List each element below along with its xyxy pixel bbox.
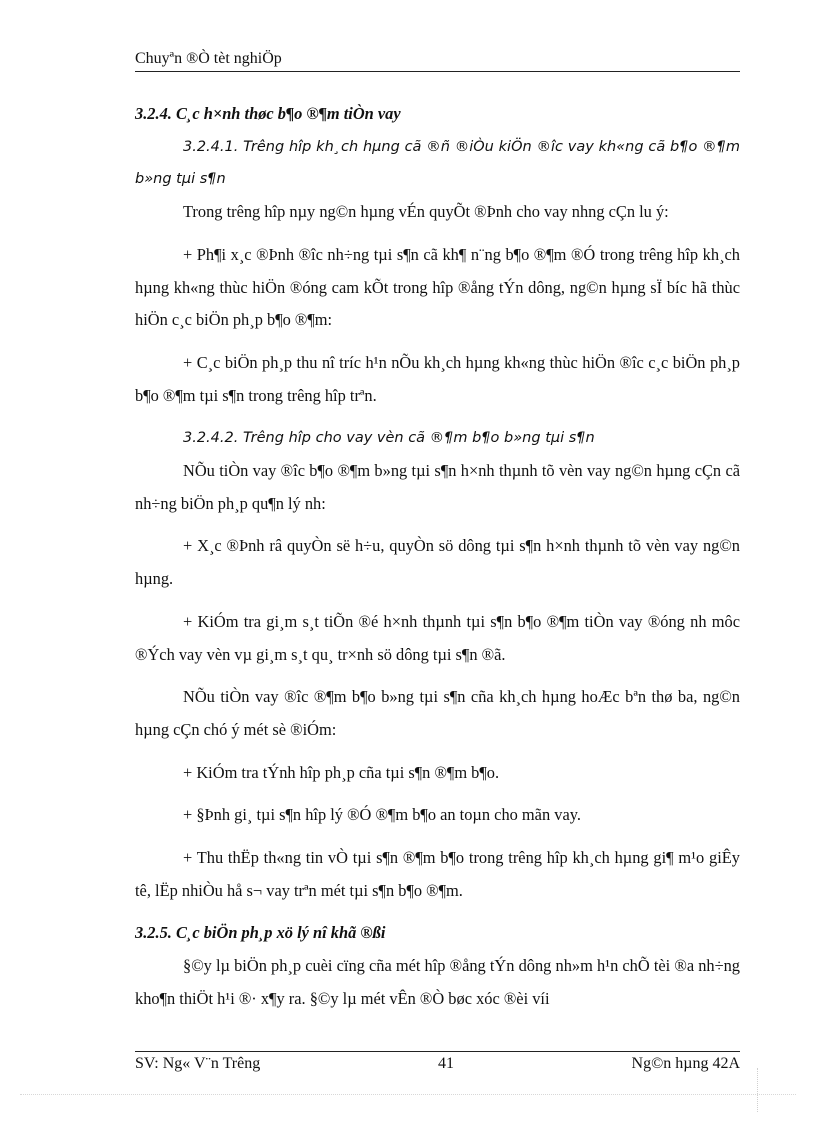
paragraph: + KiÓm tra gi¸m s¸t tiÕn ®é h×nh thµnh tµi s¶n b¶o ®¶m tiÒn vay ®óng nh môc ®Ých vay vèn vµ gi¸m s¸t qu¸ tr×nh sö dông tµi s¶n ®ã.: [135, 611, 740, 664]
paragraph: §©y lµ biÖn ph¸p cuèi cïng cña mét hîp ®ång tÝn dông nh»m h¹n chÕ tèi ®a nh÷ng kho¶n thiÖt h¹i ®· x¶y ra. §©y lµ mét vÊn ®Ò bøc xóc ®èi víi: [135, 956, 740, 1008]
page-bottom-border: [20, 1094, 796, 1095]
page-number: 41: [438, 1055, 454, 1072]
footer-student-name: SV: Ng« V¨n Trêng: [135, 1055, 261, 1072]
paragraph: Trong trêng hîp nµy ng©n hµng vÉn quyÕt ®Þnh cho vay nhng cÇn lu ý:: [183, 202, 669, 222]
subsection-heading: 3.2.4.1. Trêng hîp kh¸ch hµng cã ®ñ ®iÒu kiÖn ®îc vay kh«ng cã b¶o ®¶m b»ng tµi s¶n: [135, 138, 740, 188]
paragraph: NÕu tiÒn vay ®îc ®¶m b¶o b»ng tµi s¶n cña kh¸ch hµng hoÆc bªn thø ba, ng©n hµng cÇn chó ý mét sè ®iÓm:: [135, 687, 740, 739]
paragraph: + Thu thËp th«ng tin vÒ tµi s¶n ®¶m b¶o trong trêng hîp kh¸ch hµng gi¶ m¹o giÊy tê, lËp nhiÒu hå s¬ vay trªn mét tµi s¶n b¶o ®¶m.: [135, 848, 740, 900]
subsection-heading: 3.2.4.2. Trêng hîp cho vay vèn cã ®¶m b¶o b»ng tµi s¶n: [183, 430, 595, 447]
paragraph: NÕu tiÒn vay ®îc b¶o ®¶m b»ng tµi s¶n h×nh thµnh tõ vèn vay ng©n hµng cÇn cã nh÷ng biÖn ph¸p qu¶n lý nh:: [135, 461, 740, 513]
page-header-title: Chuyªn ®Ò tèt nghiÖp: [135, 50, 282, 67]
section-heading: 3.2.5. C¸c biÖn ph¸p xö lý nî khã ®ßi: [135, 923, 386, 943]
page-corner-mark: [757, 1068, 758, 1112]
paragraph: + Ph¶i x¸c ®Þnh ®îc nh÷ng tµi s¶n cã kh¶ n¨ng b¶o ®¶m ®Ó trong trêng hîp kh¸ch hµng kh«ng thùc hiÖn ®óng cam kÕt trong hîp ®ång tÝn dông, ng©n hµng sÏ bíc hã thùc hiÖn c¸c biÖn ph¸p b¶o ®¶m:: [135, 244, 740, 330]
paragraph: + §Þnh gi¸ tµi s¶n hîp lý ®Ó ®¶m b¶o an toµn cho mãn vay.: [183, 805, 581, 825]
footer-divider: [135, 1051, 740, 1052]
paragraph: + KiÓm tra tÝnh hîp ph¸p cña tµi s¶n ®¶m b¶o.: [183, 762, 500, 782]
paragraph: + C¸c biÖn ph¸p thu nî tríc h¹n nÕu kh¸ch hµng kh«ng thùc hiÖn ®îc c¸c biÖn ph¸p b¶o ®¶m tµi s¶n trong trêng hîp trªn.: [135, 352, 740, 405]
header-divider: [135, 71, 740, 72]
footer-class-name: Ng©n hµng 42A: [631, 1055, 740, 1072]
document-body: [135, 98, 740, 1026]
section-heading: 3.2.4. C¸c h×nh thøc b¶o ®¶m tiÒn vay: [135, 104, 401, 123]
paragraph: + X¸c ®Þnh râ quyÒn së h÷u, quyÒn sö dông tµi s¶n h×nh thµnh tõ vèn vay ng©n hµng.: [135, 536, 740, 589]
